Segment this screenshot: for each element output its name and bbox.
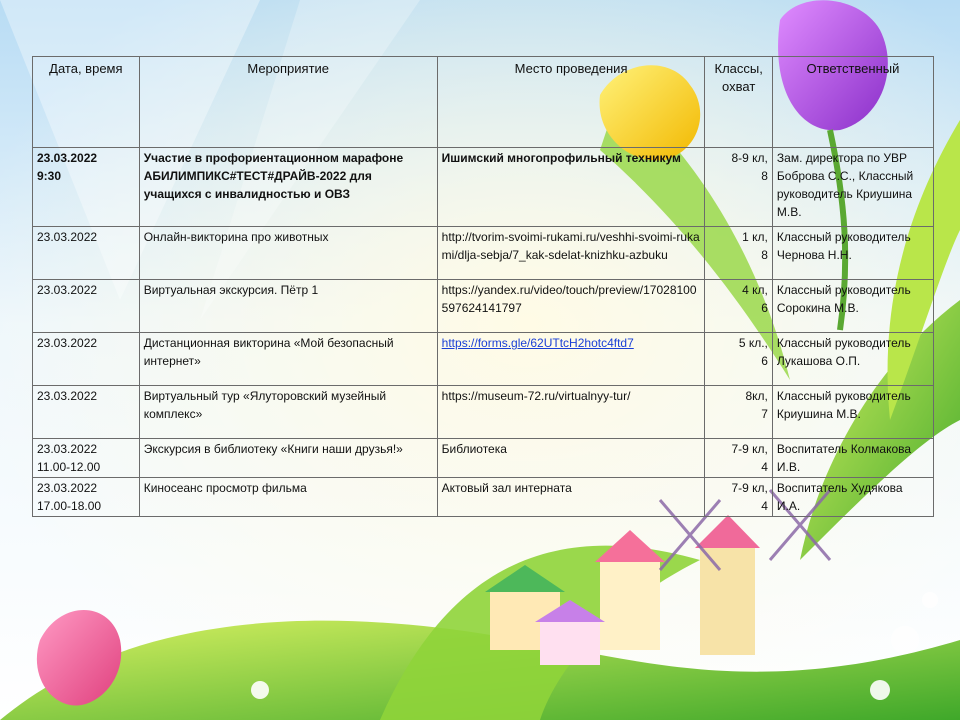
cell-classes xyxy=(705,439,772,478)
cell-date xyxy=(33,386,140,439)
classes-text: 8кл, xyxy=(745,389,768,403)
events-table xyxy=(32,56,934,517)
coverage-text: 6 xyxy=(761,301,768,315)
cell-date xyxy=(33,280,140,333)
cell-classes xyxy=(705,386,772,439)
cell-classes xyxy=(705,227,772,280)
date-text: 23.03.2022 xyxy=(37,336,98,350)
classes-text: 5 кл., xyxy=(738,336,768,350)
cell-event: Виртуальный тур «Ялуторовский музейный комплекс» xyxy=(139,386,437,439)
table-row xyxy=(33,280,934,333)
cell-event: Экскурсия в библиотеку «Книги наши друзья!» xyxy=(139,439,437,478)
classes-text: 7-9 кл, xyxy=(731,442,768,456)
cell-classes xyxy=(705,280,772,333)
header-event-label: Мероприятие xyxy=(247,61,330,76)
classes-text: 4 кл, xyxy=(742,283,768,297)
cell-event: Онлайн-викторина про животных xyxy=(139,227,437,280)
header-responsible-label: Ответственный xyxy=(806,61,900,76)
date-text: 23.03.2022 xyxy=(37,389,98,403)
cell-responsible: Классный руководитель Криушина М.В. xyxy=(772,386,933,439)
coverage-text: 8 xyxy=(761,169,768,183)
cell-date xyxy=(33,478,140,517)
header-date-label: Дата, время xyxy=(49,61,123,76)
cell-place: Актовый зал интерната xyxy=(437,478,705,517)
coverage-text: 7 xyxy=(761,407,768,421)
header-event xyxy=(139,57,437,148)
cell-place: https://yandex.ru/video/touch/preview/17028100597624141797 xyxy=(437,280,705,333)
cell-classes xyxy=(705,148,772,227)
coverage-text: 4 xyxy=(761,499,768,513)
table-row xyxy=(33,478,934,517)
table-row xyxy=(33,439,934,478)
forms-link[interactable]: https://forms.gle/62UTtcH2hotc4ftd7 xyxy=(441,336,634,350)
date-text: 23.03.2022 xyxy=(37,481,98,495)
classes-text: 7-9 кл, xyxy=(731,481,768,495)
header-responsible xyxy=(772,57,933,148)
cell-place: https://museum-72.ru/virtualnyy-tur/ xyxy=(437,386,705,439)
cell-responsible: Классный руководитель Сорокина М.В. xyxy=(772,280,933,333)
cell-event: Участие в профориентационном марафоне АБИЛИМПИКС#ТЕСТ#ДРАЙВ-2022 для учащихся с инвалидностью и ОВЗ xyxy=(139,148,437,227)
table-row xyxy=(33,227,934,280)
header-place xyxy=(437,57,705,148)
header-date xyxy=(33,57,140,148)
date-text: 23.03.2022 xyxy=(37,230,98,244)
cell-place: Библиотека xyxy=(437,439,705,478)
cell-classes xyxy=(705,333,772,386)
cell-date xyxy=(33,148,140,227)
cell-place: Ишимский многопрофильный техникум xyxy=(437,148,705,227)
cell-event: Дистанционная викторина «Мой безопасный интернет» xyxy=(139,333,437,386)
cell-date xyxy=(33,439,140,478)
cell-responsible: Классный руководитель Чернова Н.Н. xyxy=(772,227,933,280)
date-text: 23.03.2022 xyxy=(37,151,98,165)
date-text: 23.03.2022 xyxy=(37,283,98,297)
cell-place xyxy=(437,333,705,386)
classes-text: 1 кл, xyxy=(742,230,768,244)
cell-place: http://tvorim-svoimi-rukami.ru/veshhi-svoimi-rukami/dlja-sebja/7_kak-sdelat-knizhku-azbuku xyxy=(437,227,705,280)
header-place-label: Место проведения xyxy=(514,61,628,76)
date-text: 23.03.2022 xyxy=(37,442,98,456)
coverage-text: 8 xyxy=(761,248,768,262)
header-classes-line1: Классы, xyxy=(714,61,763,76)
table-row xyxy=(33,333,934,386)
cell-responsible: Зам. директора по УВР Боброва С.С., Классный руководитель Криушина М.В. xyxy=(772,148,933,227)
cell-responsible: Воспитатель Худякова И.А. xyxy=(772,478,933,517)
cell-date xyxy=(33,227,140,280)
time-text: 11.00-12.00 xyxy=(37,460,101,474)
cell-responsible: Воспитатель Колмакова И.В. xyxy=(772,439,933,478)
cell-date xyxy=(33,333,140,386)
coverage-text: 4 xyxy=(761,460,768,474)
coverage-text: 6 xyxy=(761,354,768,368)
header-classes xyxy=(705,57,772,148)
classes-text: 8-9 кл, xyxy=(731,151,768,165)
table-header-row xyxy=(33,57,934,148)
time-text: 9:30 xyxy=(37,169,62,183)
cell-classes xyxy=(705,478,772,517)
cell-responsible: Классный руководитель Лукашова О.П. xyxy=(772,333,933,386)
header-classes-line2: охват xyxy=(722,79,756,94)
cell-event: Виртуальная экскурсия. Пётр 1 xyxy=(139,280,437,333)
cell-event: Киносеанс просмотр фильма xyxy=(139,478,437,517)
table-row xyxy=(33,386,934,439)
table-row xyxy=(33,148,934,227)
time-text: 17.00-18.00 xyxy=(37,499,102,513)
